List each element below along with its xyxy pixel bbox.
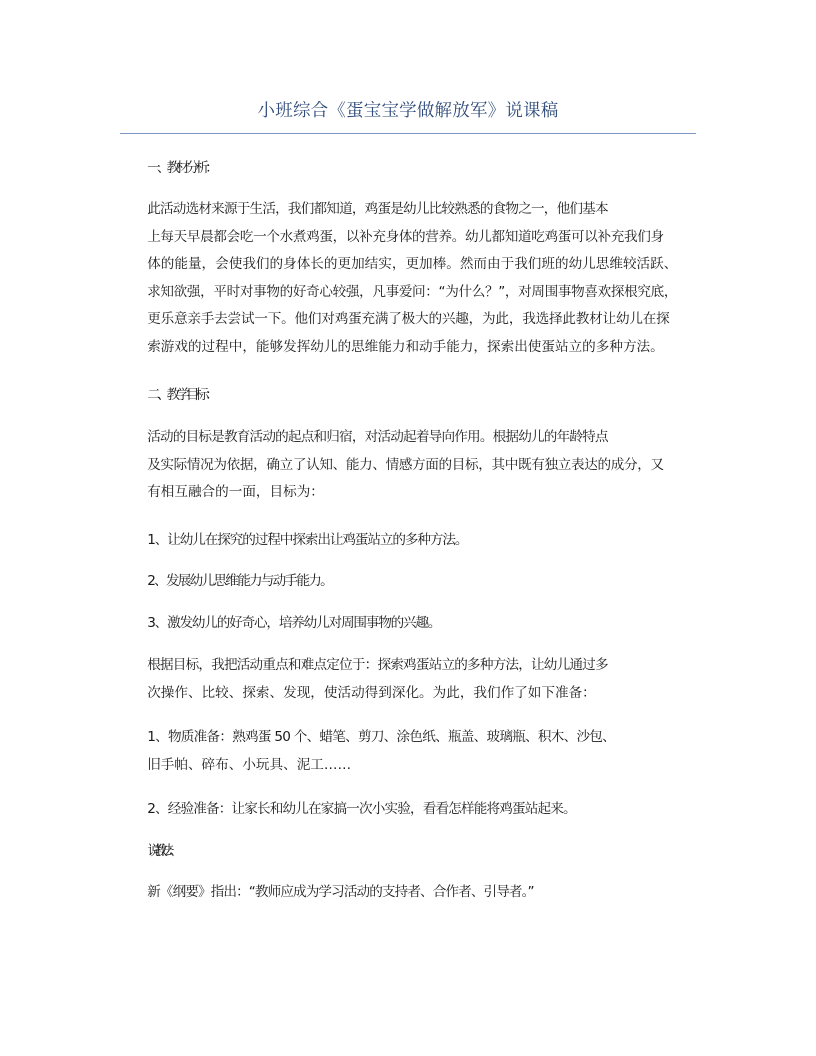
text-line: 二、教学目标： [147,387,215,403]
text-line: 更乐意亲手去尝试一下。他们对鸡蛋充满了极大的兴趣，为此，我选择此教材让幼儿在探 [147,311,670,328]
text-line: 3、激发幼儿的好奇心，培养幼儿对周围事物的兴趣。 [147,615,441,631]
paragraph-teaching-goals [120,424,696,507]
text-line: 有相互融合的一面，目标为： [147,484,324,501]
text-line: 根据目标，我把活动重点和难点定位于：探索鸡蛋站立的多种方法，让幼儿通过多 [147,657,608,673]
text-line: 旧手帕、碎布、小玩具、泥工…… [147,756,352,773]
section-heading-teaching-methods [120,838,696,866]
title-underline [120,133,696,134]
text-line: 一、教材分析： [147,160,215,176]
text-line: 2、经验准备：让家长和幼儿在家搞一次小实验，看看怎样能将鸡蛋站起来。 [147,801,576,817]
document-title: 小班综合《蛋宝宝学做解放军》说课稿 [257,101,559,121]
section-heading-teaching-goals [120,382,696,410]
prep-item-materials [120,724,696,779]
goal-item-1 [120,527,696,555]
prep-item-experience [120,796,696,824]
text-line: 及实际情况为依据，确立了认知、能力、情感方面的目标，其中既有独立表达的成分，又 [147,456,664,473]
text-line: 上每天早晨都会吃一个水煮鸡蛋，以补充身体的营养。幼儿都知道吃鸡蛋可以补充我们身 [147,228,664,245]
paragraph-guidelines-quote [120,879,696,907]
text-line: 1、让幼儿在探究的过程中探索出让鸡蛋站立的多种方法。 [147,532,468,548]
goal-item-2 [120,568,696,596]
text-line: 说教法： [147,843,175,859]
text-line: 1、物质准备：熟鸡蛋 50 个、蜡笔、剪刀、涂色纸、瓶盖、玻璃瓶、积木、沙包、 [147,729,616,745]
text-line: 此活动选材来源于生活，我们都知道，鸡蛋是幼儿比较熟悉的食物之一，他们基本 [147,201,608,217]
text-line: 2、发展幼儿思维能力与动手能力。 [147,573,332,589]
text-line: 体的能量，会使我们的身体长的更加结实，更加棒。然而由于我们班的幼儿思维较活跃、 [147,256,678,273]
text-line: 索游戏的过程中，能够发挥幼儿的思维能力和动手能力，探索出使蛋站立的多种方法。 [147,338,664,355]
text-line: 新《纲要》指出：“教师应成为学习活动的支持者、合作者、引导者。” [147,884,534,900]
text-line: 求知欲强，平时对事物的好奇心较强，凡事爱问：“为什么？”，对周围事物喜欢探根究底， [147,283,678,300]
goal-item-3 [120,610,696,638]
paragraph-key-points [120,652,696,707]
paragraph-material-analysis [120,196,696,362]
text-line: 活动的目标是教育活动的起点和归宿，对活动起着导向作用。根据幼儿的年龄特点 [147,429,608,445]
section-heading-material-analysis [120,155,696,183]
text-line: 次操作、比较、探索、发现，使活动得到深化。为此，我们作了如下准备： [147,684,596,701]
